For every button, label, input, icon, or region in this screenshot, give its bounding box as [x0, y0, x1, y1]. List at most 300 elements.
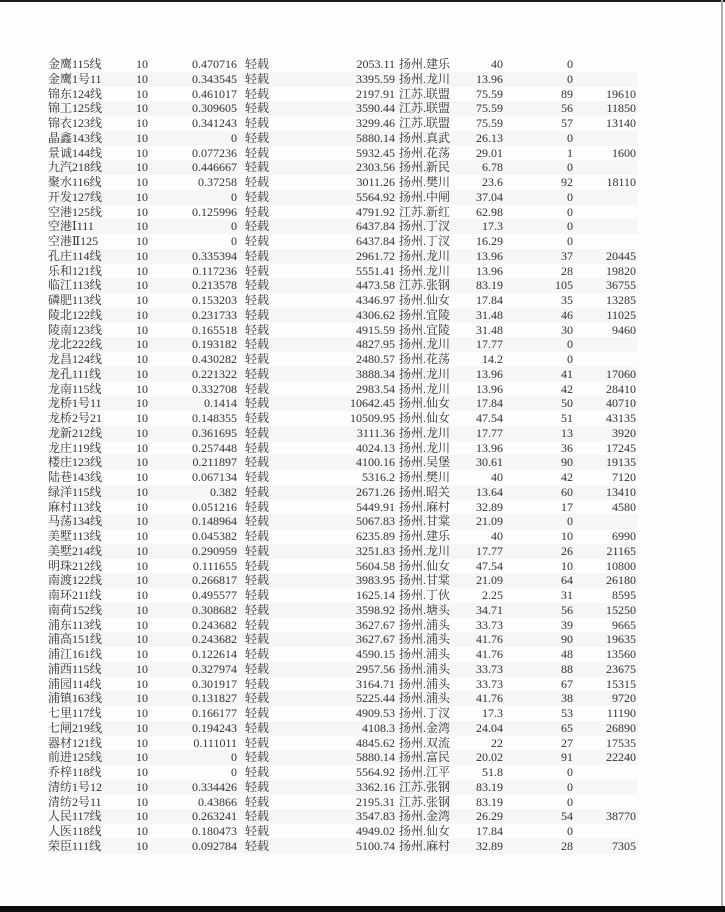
table-row [48, 780, 638, 795]
table-row [48, 190, 638, 205]
cell-total: 4580 [612, 499, 636, 514]
cell-supply-value: 4909.53 [356, 706, 395, 720]
cell-substation: 扬州.丁汊 [399, 234, 451, 248]
table-row [48, 264, 638, 279]
cell-load-ratio: 0 [231, 219, 237, 234]
cell-total: 7120 [612, 470, 636, 484]
cell-substation: 扬州.金湾 [399, 809, 451, 824]
cell-supply-value: 5564.92 [356, 189, 395, 204]
cell-line-name: 美墅113线 [48, 529, 102, 543]
cell-capacity: 29.01 [476, 145, 503, 160]
cell-capacity: 17.84 [476, 293, 503, 307]
cell-load-ratio: 0.117236 [192, 263, 237, 278]
cell-capacity: 17.77 [476, 543, 503, 558]
cell-substation: 扬州.丁汊 [399, 706, 451, 720]
cell-supply-value: 3547.83 [356, 809, 395, 824]
cell-supply-value: 4306.62 [356, 307, 395, 322]
cell-substation: 江苏.新红 [399, 204, 451, 219]
cell-supply-value: 3362.16 [356, 779, 395, 794]
cell-capacity: 22 [491, 735, 503, 750]
cell-capacity: 17.84 [476, 396, 503, 411]
cell-total: 20445 [606, 248, 636, 263]
cell-load-status: 轻载 [245, 691, 270, 706]
cell-line-name: 浦园114线 [48, 676, 102, 691]
cell-load-status: 轻载 [245, 588, 270, 602]
cell-voltage: 10 [136, 175, 148, 189]
cell-total: 17060 [606, 366, 636, 381]
cell-substation: 扬州.建乐 [399, 529, 451, 543]
cell-load-status: 轻载 [245, 779, 270, 794]
cell-substation: 江苏.张钢 [399, 779, 451, 794]
cell-substation: 扬州.宜陵 [399, 322, 451, 337]
cell-voltage: 10 [136, 160, 148, 175]
cell-line-name: 陵北122线 [48, 307, 103, 322]
feeder-load-table [48, 57, 638, 854]
cell-capacity: 30.61 [476, 455, 503, 470]
cell-load-ratio: 0.111655 [192, 558, 237, 573]
cell-total: 15250 [606, 602, 636, 617]
table-row [48, 426, 638, 441]
cell-supply-value: 3299.46 [356, 116, 395, 130]
table-row [48, 352, 638, 367]
cell-load-status: 轻载 [245, 204, 270, 219]
cell-voltage: 10 [136, 101, 148, 116]
cell-line-name: 开发127线 [48, 189, 103, 204]
cell-line-name: 磷肥113线 [48, 293, 102, 307]
cell-count: 1 [567, 145, 573, 160]
cell-supply-value: 3011.26 [356, 175, 395, 189]
cell-capacity: 32.89 [476, 838, 503, 853]
table-row [48, 323, 638, 338]
cell-voltage: 10 [136, 455, 148, 470]
table-row [48, 529, 638, 544]
cell-capacity: 83.19 [476, 779, 503, 794]
cell-total: 23675 [606, 661, 636, 676]
cell-substation: 扬州.仙女 [399, 558, 451, 573]
table-row [48, 455, 638, 470]
cell-voltage: 10 [136, 145, 148, 160]
cell-total: 19610 [606, 86, 636, 101]
cell-substation: 江苏.联盟 [399, 116, 451, 130]
cell-substation: 扬州.建乐 [399, 57, 451, 71]
cell-line-name: 前进125线 [48, 750, 103, 765]
cell-total: 17245 [606, 440, 636, 455]
cell-load-status: 轻载 [245, 234, 270, 248]
cell-supply-value: 4108.3 [362, 720, 395, 735]
cell-capacity: 41.76 [476, 632, 503, 647]
cell-capacity: 75.59 [476, 101, 503, 116]
cell-line-name: 景诚144线 [48, 145, 103, 160]
table-row [48, 514, 638, 529]
cell-load-ratio: 0.43866 [198, 794, 237, 809]
table-row [48, 736, 638, 751]
cell-capacity: 31.48 [476, 322, 503, 337]
cell-voltage: 10 [136, 632, 148, 647]
cell-substation: 扬州.吴堡 [399, 455, 451, 470]
cell-substation: 扬州.昭关 [399, 484, 451, 499]
cell-substation: 扬州.甘棠 [399, 573, 451, 588]
cell-load-ratio: 0.470716 [192, 57, 237, 71]
cell-line-name: 浦镇163线 [48, 691, 103, 706]
cell-line-name: 乔梓118线 [48, 765, 102, 779]
cell-total: 13140 [606, 116, 636, 130]
cell-voltage: 10 [136, 720, 148, 735]
cell-supply-value: 10509.95 [350, 411, 395, 425]
cell-load-ratio: 0.211897 [192, 455, 237, 470]
cell-voltage: 10 [136, 794, 148, 809]
cell-voltage: 10 [136, 647, 148, 661]
cell-total: 18110 [606, 175, 636, 189]
cell-supply-value: 4845.62 [356, 735, 395, 750]
cell-capacity: 13.96 [476, 248, 503, 263]
cell-line-name: 金鹰115线 [48, 57, 102, 71]
cell-line-name: 聚水116线 [48, 175, 102, 189]
table-row [48, 396, 638, 411]
cell-count: 90 [561, 455, 573, 470]
cell-line-name: 清纺2号11 [48, 794, 102, 809]
cell-line-name: 荣臣111线 [48, 838, 102, 853]
table-row [48, 839, 638, 854]
cell-supply-value: 5880.14 [356, 750, 395, 765]
cell-total: 11025 [606, 307, 636, 322]
cell-capacity: 41.76 [476, 647, 503, 661]
cell-load-status: 轻载 [245, 514, 270, 529]
cell-count: 56 [561, 602, 573, 617]
cell-voltage: 10 [136, 322, 148, 337]
cell-capacity: 47.54 [476, 558, 503, 573]
table-row [48, 809, 638, 824]
cell-line-name: 陵南123线 [48, 322, 103, 337]
cell-load-ratio: 0.446667 [192, 160, 237, 175]
cell-supply-value: 6235.89 [356, 529, 395, 543]
table-row [48, 603, 638, 618]
cell-substation: 扬州.中闸 [399, 189, 451, 204]
cell-total: 43135 [606, 411, 636, 425]
cell-capacity: 13.96 [476, 381, 503, 396]
cell-load-status: 轻载 [245, 381, 270, 396]
cell-line-name: 龙桥1号11 [48, 396, 102, 411]
cell-voltage: 10 [136, 396, 148, 411]
cell-load-ratio: 0.194243 [192, 720, 237, 735]
table-row [48, 824, 638, 839]
cell-supply-value: 5067.83 [356, 514, 395, 529]
cell-capacity: 16.29 [476, 234, 503, 248]
page-bottom-bar [0, 906, 725, 912]
cell-load-ratio: 0.461017 [192, 86, 237, 101]
cell-line-name: 乐和121线 [48, 263, 103, 278]
cell-substation: 扬州.仙女 [399, 293, 451, 307]
cell-load-status: 轻载 [245, 307, 270, 322]
cell-supply-value: 2983.54 [356, 381, 395, 396]
cell-count: 88 [561, 661, 573, 676]
cell-load-ratio: 0.243682 [192, 632, 237, 647]
cell-voltage: 10 [136, 661, 148, 676]
cell-load-status: 轻载 [245, 337, 270, 352]
cell-supply-value: 5604.58 [356, 558, 395, 573]
cell-count: 0 [567, 337, 573, 352]
cell-line-name: 空港125线 [48, 204, 103, 219]
cell-supply-value: 6437.84 [356, 234, 395, 248]
cell-load-status: 轻载 [245, 632, 270, 647]
cell-load-status: 轻载 [245, 750, 270, 765]
cell-voltage: 10 [136, 263, 148, 278]
cell-count: 17 [561, 499, 573, 514]
cell-load-ratio: 0.243682 [192, 617, 237, 632]
cell-load-status: 轻载 [245, 160, 270, 175]
cell-voltage: 10 [136, 116, 148, 130]
page-right-edge-line [721, 0, 723, 912]
table-row [48, 382, 638, 397]
cell-line-name: 人医118线 [48, 824, 102, 838]
cell-count: 67 [561, 676, 573, 691]
cell-count: 30 [561, 322, 573, 337]
cell-substation: 扬州.龙川 [399, 425, 451, 440]
cell-substation: 扬州.丁伙 [399, 588, 451, 602]
cell-supply-value: 4590.15 [356, 647, 395, 661]
cell-load-status: 轻载 [245, 809, 270, 824]
cell-load-ratio: 0.092784 [192, 838, 237, 853]
cell-load-status: 轻载 [245, 573, 270, 588]
cell-count: 0 [567, 824, 573, 838]
cell-load-status: 轻载 [245, 263, 270, 278]
table-row [48, 470, 638, 485]
cell-total: 11190 [606, 706, 636, 720]
cell-load-status: 轻载 [245, 602, 270, 617]
cell-capacity: 17.84 [476, 824, 503, 838]
cell-count: 65 [561, 720, 573, 735]
cell-capacity: 23.6 [482, 175, 503, 189]
cell-line-name: 龙新212线 [48, 425, 103, 440]
cell-voltage: 10 [136, 248, 148, 263]
cell-load-ratio: 0.231733 [192, 307, 237, 322]
cell-line-name: 器材121线 [48, 735, 103, 750]
table-row [48, 160, 638, 175]
cell-load-status: 轻载 [245, 71, 270, 86]
cell-total: 9460 [612, 322, 636, 337]
cell-supply-value: 2053.11 [356, 57, 395, 71]
cell-line-name: 陆巷143线 [48, 470, 103, 484]
cell-load-status: 轻载 [245, 558, 270, 573]
cell-substation: 扬州.樊川 [399, 175, 451, 189]
cell-load-status: 轻载 [245, 189, 270, 204]
cell-count: 0 [567, 130, 573, 145]
cell-supply-value: 2480.57 [356, 352, 395, 366]
cell-load-ratio: 0.213578 [192, 278, 237, 293]
cell-count: 35 [561, 293, 573, 307]
cell-voltage: 10 [136, 234, 148, 248]
cell-substation: 扬州.仙女 [399, 824, 451, 838]
table-row [48, 175, 638, 190]
cell-voltage: 10 [136, 602, 148, 617]
cell-load-status: 轻载 [245, 396, 270, 411]
cell-line-name: 锦东124线 [48, 86, 103, 101]
cell-substation: 扬州.花荡 [399, 352, 451, 366]
cell-load-ratio: 0.327974 [192, 661, 237, 676]
cell-substation: 扬州.浦头 [399, 676, 451, 691]
cell-load-ratio: 0.1414 [204, 396, 237, 411]
cell-load-status: 轻载 [245, 765, 270, 779]
cell-count: 13 [561, 425, 573, 440]
cell-total: 7305 [612, 838, 636, 853]
cell-capacity: 17.77 [476, 337, 503, 352]
cell-voltage: 10 [136, 691, 148, 706]
cell-voltage: 10 [136, 573, 148, 588]
cell-load-ratio: 0 [231, 234, 237, 248]
cell-load-status: 轻载 [245, 57, 270, 71]
cell-load-ratio: 0.308682 [192, 602, 237, 617]
cell-load-ratio: 0.37258 [198, 175, 237, 189]
cell-line-name: 楼庄123线 [48, 455, 103, 470]
cell-total: 40710 [606, 396, 636, 411]
cell-count: 0 [567, 57, 573, 71]
cell-capacity: 40 [491, 57, 503, 71]
cell-load-status: 轻载 [245, 720, 270, 735]
cell-load-status: 轻载 [245, 219, 270, 234]
cell-supply-value: 2197.91 [356, 86, 395, 101]
cell-count: 0 [567, 794, 573, 809]
table-row [48, 559, 638, 574]
cell-voltage: 10 [136, 425, 148, 440]
cell-supply-value: 5564.92 [356, 765, 395, 779]
cell-load-ratio: 0.051216 [192, 499, 237, 514]
cell-load-status: 轻载 [245, 322, 270, 337]
cell-load-ratio: 0.111011 [193, 735, 237, 750]
table-row [48, 632, 638, 647]
cell-line-name: 浦高151线 [48, 632, 103, 647]
cell-load-status: 轻载 [245, 130, 270, 145]
cell-load-ratio: 0.148964 [192, 514, 237, 529]
cell-capacity: 75.59 [476, 116, 503, 130]
cell-substation: 扬州.浦头 [399, 632, 451, 647]
cell-voltage: 10 [136, 352, 148, 366]
cell-capacity: 47.54 [476, 411, 503, 425]
cell-voltage: 10 [136, 499, 148, 514]
cell-line-name: 麻村113线 [48, 499, 102, 514]
cell-substation: 江苏.联盟 [399, 101, 451, 116]
cell-count: 64 [561, 573, 573, 588]
cell-supply-value: 2957.56 [356, 661, 395, 676]
cell-substation: 扬州.仙女 [399, 396, 451, 411]
cell-total: 9665 [612, 617, 636, 632]
cell-load-ratio: 0.257448 [192, 440, 237, 455]
cell-voltage: 10 [136, 411, 148, 425]
cell-count: 53 [561, 706, 573, 720]
cell-count: 0 [567, 779, 573, 794]
cell-load-ratio: 0.125996 [192, 204, 237, 219]
cell-load-ratio: 0.153203 [192, 293, 237, 307]
cell-load-status: 轻载 [245, 676, 270, 691]
cell-line-name: 锦衣123线 [48, 116, 103, 130]
cell-supply-value: 2671.26 [356, 484, 395, 499]
cell-line-name: 龙北222线 [48, 337, 103, 352]
cell-count: 10 [561, 529, 573, 543]
cell-load-ratio: 0.266817 [192, 573, 237, 588]
cell-line-name: 孔庄114线 [48, 248, 102, 263]
cell-load-ratio: 0.166177 [192, 706, 237, 720]
cell-capacity: 51.8 [482, 765, 503, 779]
cell-substation: 扬州.麻村 [399, 838, 451, 853]
cell-supply-value: 5316.2 [362, 470, 395, 484]
cell-load-status: 轻载 [245, 661, 270, 676]
cell-substation: 扬州.花荡 [399, 145, 451, 160]
cell-total: 28410 [606, 381, 636, 396]
cell-line-name: 绿洋115线 [48, 484, 102, 499]
cell-line-name: 南环211线 [48, 588, 102, 602]
cell-load-ratio: 0 [231, 189, 237, 204]
cell-voltage: 10 [136, 514, 148, 529]
table-row [48, 691, 638, 706]
cell-voltage: 10 [136, 706, 148, 720]
cell-load-status: 轻载 [245, 529, 270, 543]
cell-line-name: 马荡134线 [48, 514, 103, 529]
cell-load-status: 轻载 [245, 470, 270, 484]
cell-load-ratio: 0.343545 [192, 71, 237, 86]
cell-line-name: 七里117线 [48, 706, 102, 720]
cell-supply-value: 3111.36 [356, 425, 395, 440]
cell-capacity: 40 [491, 529, 503, 543]
cell-voltage: 10 [136, 440, 148, 455]
cell-supply-value: 6437.84 [356, 219, 395, 234]
cell-substation: 扬州.仙女 [399, 411, 451, 425]
cell-supply-value: 5880.14 [356, 130, 395, 145]
cell-load-ratio: 0.309605 [192, 101, 237, 116]
cell-supply-value: 3251.83 [356, 543, 395, 558]
cell-load-status: 轻载 [245, 366, 270, 381]
cell-substation: 扬州.龙川 [399, 543, 451, 558]
cell-load-status: 轻载 [245, 86, 270, 101]
cell-load-ratio: 0 [231, 765, 237, 779]
cell-substation: 扬州.龙川 [399, 337, 451, 352]
table-row [48, 618, 638, 633]
cell-line-name: 浦东113线 [48, 617, 102, 632]
cell-total: 11850 [606, 101, 636, 116]
cell-voltage: 10 [136, 676, 148, 691]
cell-substation: 扬州.龙川 [399, 440, 451, 455]
table-row [48, 131, 638, 146]
cell-substation: 扬州.龙川 [399, 248, 451, 263]
cell-load-status: 轻载 [245, 484, 270, 499]
cell-supply-value: 3888.34 [356, 366, 395, 381]
cell-load-status: 轻载 [245, 735, 270, 750]
cell-voltage: 10 [136, 470, 148, 484]
cell-total: 19635 [606, 632, 636, 647]
cell-capacity: 34.71 [476, 602, 503, 617]
cell-supply-value: 4791.92 [356, 204, 395, 219]
cell-load-ratio: 0.301917 [192, 676, 237, 691]
cell-count: 51 [561, 411, 573, 425]
cell-capacity: 33.73 [476, 661, 503, 676]
cell-voltage: 10 [136, 219, 148, 234]
cell-load-status: 轻载 [245, 824, 270, 838]
cell-voltage: 10 [136, 617, 148, 632]
cell-capacity: 33.73 [476, 676, 503, 691]
cell-load-status: 轻载 [245, 543, 270, 558]
cell-total: 15315 [606, 676, 636, 691]
cell-count: 91 [561, 750, 573, 765]
cell-supply-value: 2303.56 [356, 160, 395, 175]
cell-supply-value: 3627.67 [356, 632, 395, 647]
cell-load-ratio: 0.148355 [192, 411, 237, 425]
cell-load-ratio: 0.165518 [192, 322, 237, 337]
cell-total: 26890 [606, 720, 636, 735]
cell-voltage: 10 [136, 86, 148, 101]
cell-count: 0 [567, 189, 573, 204]
cell-substation: 扬州.新民 [399, 160, 451, 175]
cell-load-ratio: 0.495577 [192, 588, 237, 602]
table-row [48, 677, 638, 692]
cell-supply-value: 3395.59 [356, 71, 395, 86]
cell-line-name: 空港Ⅱ125 [48, 234, 99, 248]
